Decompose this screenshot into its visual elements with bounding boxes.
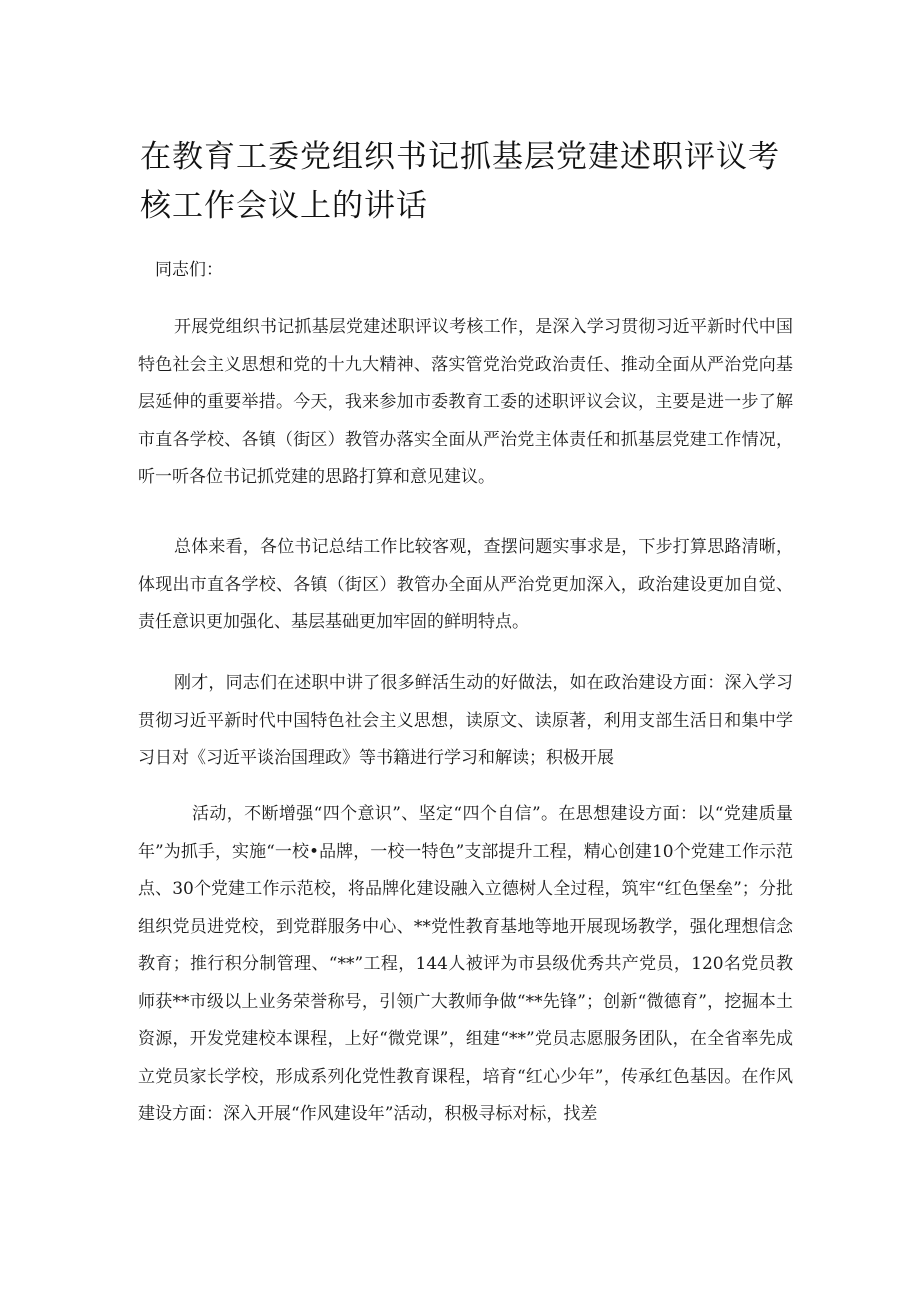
paragraph-2: 总体来看，各位书记总结工作比较客观，查摆问题实事求是，下步打算思路清晰，体现出市直各学校、各镇（街区）教管办全面从严治党更加深入，政治建设更加自觉、责任意识更加强化、基层基础更加牢固的鲜明特点。 [138, 537, 793, 632]
document-title: 在教育工委党组织书记抓基层党建述职评议考核工作会议上的讲话 [140, 139, 780, 224]
salutation: 同志们： [155, 260, 223, 280]
paragraph-4: 活动，不断增强“四个意识”、坚定“四个自信”。在思想建设方面：以“党建质量年”为抓手，实施“一校•品牌，一校一特色”支部提升工程，精心创建10个党建工作示范点、30个党建工作示范校，将品牌化建设融入立德树人全过程，筑牢“红色堡垒”；分批组织党员进党校，到党群服务中心、**党性教育基地等地开展现场教学，强化理想信念教育；推行积分制管理、“**”工程，144人被评为市县级优秀共产党员，120名党员教师获**市级以上业务荣誉称号，引领广大教师争做“**先锋”；创新“微德育”，挖掘本土资源，开发党建校本课程，上好“微党课”，组建“**”党员志愿服务团队，在全省率先成立党员家长学校，形成系列化党性教育课程，培育“红心少年”，传承红色基因。在作风建设方面：深入开展“作风建设年”活动，积极寻标对标，找差 [138, 804, 793, 1124]
paragraph-1: 开展党组织书记抓基层党建述职评议考核工作，是深入学习贯彻习近平新时代中国特色社会主义思想和党的十九大精神、落实管党治党政治责任、推动全面从严治党向基层延伸的重要举措。今天，我来参加市委教育工委的述职评议会议，主要是进一步了解市直各学校、各镇（街区）教管办落实全面从严治党主体责任和抓基层党建工作情况，听一听各位书记抓党建的思路打算和意见建议。 [138, 317, 793, 487]
paragraph-3: 刚才，同志们在述职中讲了很多鲜活生动的好做法，如在政治建设方面：深入学习贯彻习近平新时代中国特色社会主义思想，读原文、读原著，利用支部生活日和集中学习日对《习近平谈治国理政》等书籍进行学习和解读；积极开展 [138, 673, 793, 768]
